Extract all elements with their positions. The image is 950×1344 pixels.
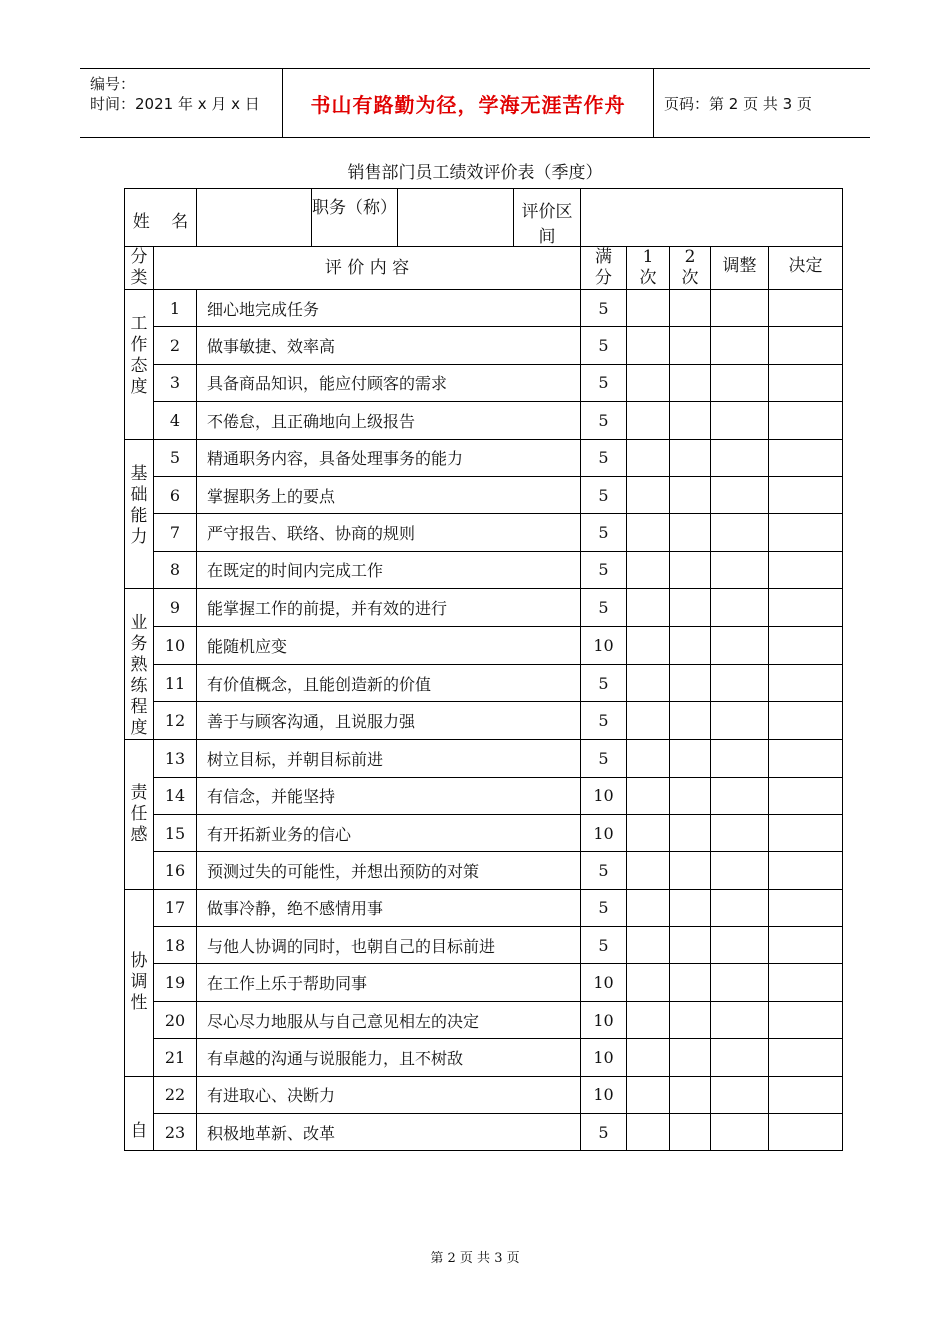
table-row: [125, 327, 843, 364]
header-motto-cell: [283, 69, 654, 137]
second-score-cell[interactable]: [670, 964, 711, 1001]
first-score-cell[interactable]: [627, 664, 670, 702]
second-score-cell[interactable]: [670, 740, 711, 777]
category-cell: 自: [125, 1076, 154, 1151]
item-score: 10: [581, 777, 627, 814]
decide-cell[interactable]: [769, 1039, 843, 1076]
item-score: 10: [581, 814, 627, 851]
motto-text: 书山有路勤为径，学海无涯苦作舟: [310, 92, 626, 117]
second-score-cell[interactable]: [670, 589, 711, 627]
info-middle: [197, 189, 581, 247]
period-field[interactable]: [581, 189, 843, 247]
item-number: 20: [154, 1001, 197, 1038]
decide-cell[interactable]: [769, 1001, 843, 1038]
page-footer: 第 2 页 共 3 页: [430, 1251, 520, 1266]
page-indicator: 页码：第 2 页 共 3 页: [664, 94, 812, 113]
second-score-cell[interactable]: [670, 814, 711, 851]
item-text: 有价值概念，且能创造新的价值: [197, 664, 581, 702]
first-score-cell[interactable]: [627, 551, 670, 588]
header-page-cell: [654, 69, 870, 137]
col-category: 分类: [125, 247, 154, 290]
decide-cell[interactable]: [769, 589, 843, 627]
table-row: [125, 964, 843, 1001]
item-number: 3: [154, 364, 197, 401]
category-cell: 业务熟练程度: [125, 589, 154, 740]
table-row: [125, 814, 843, 851]
table-row: [125, 439, 843, 476]
second-score-cell[interactable]: [670, 1001, 711, 1038]
adjust-cell[interactable]: [711, 1114, 769, 1151]
item-score: 10: [581, 1076, 627, 1113]
item-text: 善于与顾客沟通，且说服力强: [197, 702, 581, 740]
category-cell: 责任感: [125, 740, 154, 890]
first-score-cell[interactable]: [627, 476, 670, 513]
second-score-cell[interactable]: [670, 1114, 711, 1151]
first-score-cell[interactable]: [627, 1114, 670, 1151]
item-text: 树立目标，并朝目标前进: [197, 740, 581, 777]
first-score-cell[interactable]: [627, 964, 670, 1001]
first-score-cell[interactable]: [627, 364, 670, 401]
decide-cell[interactable]: [769, 327, 843, 364]
first-score-cell[interactable]: [627, 1001, 670, 1038]
adjust-cell[interactable]: [711, 439, 769, 476]
item-score: 5: [581, 290, 627, 327]
adjust-cell[interactable]: [711, 589, 769, 627]
first-score-cell[interactable]: [627, 814, 670, 851]
second-score-cell[interactable]: [670, 439, 711, 476]
second-score-cell[interactable]: [670, 402, 711, 439]
first-score-cell[interactable]: [627, 589, 670, 627]
table-row: [125, 777, 843, 814]
second-score-cell[interactable]: [670, 1039, 711, 1076]
second-score-cell[interactable]: [670, 290, 711, 327]
decide-cell[interactable]: [769, 964, 843, 1001]
item-score: 5: [581, 740, 627, 777]
col-content: 评 价 内 容: [154, 247, 581, 290]
adjust-cell[interactable]: [711, 626, 769, 664]
item-score: 10: [581, 1001, 627, 1038]
item-number: 14: [154, 777, 197, 814]
first-score-cell[interactable]: [627, 327, 670, 364]
second-score-cell[interactable]: [670, 364, 711, 401]
first-score-cell[interactable]: [627, 702, 670, 740]
item-score: 5: [581, 852, 627, 889]
table-row: [125, 740, 843, 777]
item-text: 预测过失的可能性，并想出预防的对策: [197, 852, 581, 889]
first-score-cell[interactable]: [627, 740, 670, 777]
decide-cell[interactable]: [769, 664, 843, 702]
item-text: 能掌握工作的前提，并有效的进行: [197, 589, 581, 627]
adjust-cell[interactable]: [711, 327, 769, 364]
adjust-cell[interactable]: [711, 290, 769, 327]
table-row: [125, 1001, 843, 1038]
adjust-cell[interactable]: [711, 1076, 769, 1113]
table-row: [125, 927, 843, 964]
item-number: 11: [154, 664, 197, 702]
item-text: 掌握职务上的要点: [197, 476, 581, 513]
adjust-cell[interactable]: [711, 777, 769, 814]
adjust-cell[interactable]: [711, 476, 769, 513]
item-text: 有进取心、决断力: [197, 1076, 581, 1113]
decide-cell[interactable]: [769, 740, 843, 777]
table-row: [125, 514, 843, 551]
item-number: 10: [154, 626, 197, 664]
first-score-cell[interactable]: [627, 889, 670, 926]
second-score-cell[interactable]: [670, 927, 711, 964]
item-number: 6: [154, 476, 197, 513]
table-row: [125, 476, 843, 513]
name-label: 姓 名: [125, 189, 197, 247]
number-label: 编号：: [90, 75, 136, 93]
table-row: [125, 1076, 843, 1113]
second-score-cell[interactable]: [670, 852, 711, 889]
item-number: 22: [154, 1076, 197, 1113]
col-adjust: 调整: [711, 247, 769, 290]
item-number: 15: [154, 814, 197, 851]
info-row: [125, 189, 843, 247]
item-number: 9: [154, 589, 197, 627]
adjust-cell[interactable]: [711, 852, 769, 889]
table-row: [125, 1039, 843, 1076]
second-score-cell[interactable]: [670, 514, 711, 551]
item-text: 有开拓新业务的信心: [197, 814, 581, 851]
item-number: 5: [154, 439, 197, 476]
item-score: 5: [581, 476, 627, 513]
adjust-cell[interactable]: [711, 964, 769, 1001]
item-text: 与他人协调的同时，也朝自己的目标前进: [197, 927, 581, 964]
decide-cell[interactable]: [769, 439, 843, 476]
table-row: [125, 290, 843, 327]
item-score: 5: [581, 664, 627, 702]
table-row: [125, 626, 843, 664]
adjust-cell[interactable]: [711, 1039, 769, 1076]
adjust-cell[interactable]: [711, 927, 769, 964]
decide-cell[interactable]: [769, 852, 843, 889]
table-row: [125, 364, 843, 401]
date-text: 时间：2021 年 x 月 x 日: [90, 95, 260, 113]
table-row: [125, 702, 843, 740]
table-row: [125, 1114, 843, 1151]
name-field[interactable]: [197, 189, 312, 246]
item-score: 5: [581, 327, 627, 364]
item-text: 做事冷静，绝不感情用事: [197, 889, 581, 926]
decide-cell[interactable]: [769, 889, 843, 926]
document-header: [80, 68, 870, 138]
first-score-cell[interactable]: [627, 777, 670, 814]
table-row: [125, 852, 843, 889]
item-score: 10: [581, 626, 627, 664]
col-second: 2次: [670, 247, 711, 290]
decide-cell[interactable]: [769, 626, 843, 664]
first-score-cell[interactable]: [627, 852, 670, 889]
first-score-cell[interactable]: [627, 514, 670, 551]
item-score: 5: [581, 927, 627, 964]
item-number: 21: [154, 1039, 197, 1076]
second-score-cell[interactable]: [670, 476, 711, 513]
decide-cell[interactable]: [769, 476, 843, 513]
position-label: 职务（称）: [312, 189, 398, 246]
item-text: 不倦怠，且正确地向上级报告: [197, 402, 581, 439]
item-text: 做事敏捷、效率高: [197, 327, 581, 364]
evaluation-table: [124, 188, 843, 1151]
table-row: [125, 589, 843, 627]
first-score-cell[interactable]: [627, 290, 670, 327]
first-score-cell[interactable]: [627, 927, 670, 964]
first-score-cell[interactable]: [627, 402, 670, 439]
decide-cell[interactable]: [769, 514, 843, 551]
second-score-cell[interactable]: [670, 889, 711, 926]
first-score-cell[interactable]: [627, 439, 670, 476]
item-number: 2: [154, 327, 197, 364]
item-text: 积极地革新、改革: [197, 1114, 581, 1151]
item-text: 细心地完成任务: [197, 290, 581, 327]
item-text: 尽心尽力地服从与自己意见相左的决定: [197, 1001, 581, 1038]
item-number: 19: [154, 964, 197, 1001]
period-label: 评价区间: [521, 202, 573, 247]
second-score-cell[interactable]: [670, 327, 711, 364]
col-full-score: 满分: [581, 247, 627, 290]
adjust-cell[interactable]: [711, 402, 769, 439]
item-score: 10: [581, 964, 627, 1001]
decide-cell[interactable]: [769, 1114, 843, 1151]
adjust-cell[interactable]: [711, 364, 769, 401]
decide-cell[interactable]: [769, 927, 843, 964]
first-score-cell[interactable]: [627, 626, 670, 664]
second-score-cell[interactable]: [670, 551, 711, 588]
item-score: 10: [581, 1039, 627, 1076]
item-number: 13: [154, 740, 197, 777]
form-title: 销售部门员工绩效评价表（季度）: [347, 163, 603, 183]
item-score: 5: [581, 439, 627, 476]
first-score-cell[interactable]: [627, 1076, 670, 1113]
item-score: 5: [581, 364, 627, 401]
second-score-cell[interactable]: [670, 1076, 711, 1113]
decide-cell[interactable]: [769, 551, 843, 588]
adjust-cell[interactable]: [711, 664, 769, 702]
table-row: [125, 551, 843, 588]
col-first: 1次: [627, 247, 670, 290]
adjust-cell[interactable]: [711, 740, 769, 777]
item-text: 有信念，并能坚持: [197, 777, 581, 814]
decide-cell[interactable]: [769, 364, 843, 401]
adjust-cell[interactable]: [711, 551, 769, 588]
decide-cell[interactable]: [769, 402, 843, 439]
first-score-cell[interactable]: [627, 1039, 670, 1076]
item-score: 5: [581, 702, 627, 740]
decide-cell[interactable]: [769, 290, 843, 327]
adjust-cell[interactable]: [711, 514, 769, 551]
item-text: 严守报告、联络、协商的规则: [197, 514, 581, 551]
item-text: 精通职务内容，具备处理事务的能力: [197, 439, 581, 476]
item-text: 能随机应变: [197, 626, 581, 664]
item-number: 8: [154, 551, 197, 588]
column-header-row: [125, 247, 843, 290]
item-number: 4: [154, 402, 197, 439]
item-score: 5: [581, 402, 627, 439]
col-decide: 决定: [769, 247, 843, 290]
item-score: 5: [581, 551, 627, 588]
table-row: [125, 889, 843, 926]
adjust-cell[interactable]: [711, 889, 769, 926]
category-cell: 协调性: [125, 889, 154, 1076]
item-text: 在工作上乐于帮助同事: [197, 964, 581, 1001]
item-score: 5: [581, 589, 627, 627]
category-cell: 工作态度: [125, 290, 154, 440]
second-score-cell[interactable]: [670, 702, 711, 740]
second-score-cell[interactable]: [670, 626, 711, 664]
item-score: 5: [581, 514, 627, 551]
second-score-cell[interactable]: [670, 777, 711, 814]
item-number: 1: [154, 290, 197, 327]
category-cell: 基础能力: [125, 439, 154, 589]
item-number: 12: [154, 702, 197, 740]
item-text: 具备商品知识，能应付顾客的需求: [197, 364, 581, 401]
decide-cell[interactable]: [769, 777, 843, 814]
item-number: 7: [154, 514, 197, 551]
item-number: 23: [154, 1114, 197, 1151]
item-text: 有卓越的沟通与说服能力，且不树敌: [197, 1039, 581, 1076]
adjust-cell[interactable]: [711, 702, 769, 740]
decide-cell[interactable]: [769, 814, 843, 851]
table-row: [125, 402, 843, 439]
decide-cell[interactable]: [769, 702, 843, 740]
item-number: 16: [154, 852, 197, 889]
position-field[interactable]: [398, 189, 514, 246]
header-meta: [80, 69, 283, 137]
adjust-cell[interactable]: [711, 1001, 769, 1038]
table-row: [125, 664, 843, 702]
item-number: 17: [154, 889, 197, 926]
adjust-cell[interactable]: [711, 814, 769, 851]
item-number: 18: [154, 927, 197, 964]
second-score-cell[interactable]: [670, 664, 711, 702]
decide-cell[interactable]: [769, 1076, 843, 1113]
item-text: 在既定的时间内完成工作: [197, 551, 581, 588]
item-score: 5: [581, 889, 627, 926]
item-score: 5: [581, 1114, 627, 1151]
